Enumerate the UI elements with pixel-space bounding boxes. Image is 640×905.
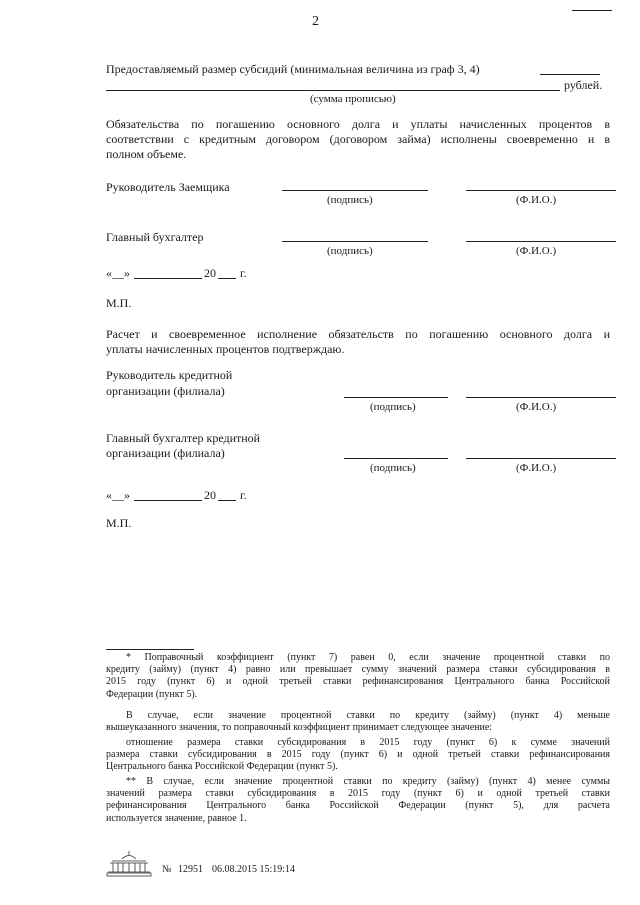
subsidy-currency: рублей. (564, 78, 603, 92)
date-open: «__» (106, 266, 130, 280)
bank-accountant-name-line (466, 458, 616, 459)
subsidy-amount-line (540, 74, 600, 75)
footnote-line: рефинансирования Центрального банка Российской Федерации (пункт 5), для расчета (106, 800, 610, 812)
header-mark (572, 10, 612, 11)
borrower-accountant-label: Главный бухгалтер (106, 230, 204, 244)
obligations-paragraph (106, 117, 610, 162)
building-emblem-icon (104, 848, 154, 878)
bank-head-signature-line (344, 397, 448, 398)
footnote-line: используется значение, равное 1. (106, 812, 247, 824)
date-suffix-2: г. (240, 488, 247, 502)
footnote-line: 2015 году (пункт 6) и одной третьей ставки рефинансирования Центрального банка Российской (106, 676, 610, 688)
obligations-line: Обязательства по погашению основного долга и уплаты начисленных процентов в (106, 117, 610, 131)
footnote-1 (106, 652, 610, 701)
footnote-4 (106, 776, 610, 825)
borrower-head-sign-caption: (подпись) (327, 194, 373, 206)
obligations-line: соответствии с кредитным договором (договором займа) исполнены своевременно и в (106, 132, 610, 146)
borrower-head-label: Руководитель Заемщика (106, 180, 230, 194)
footnote-line: В случае, если значение процентной ставки по кредиту (займу) (пункт 4) меньше (126, 710, 610, 721)
date-year-prefix: 20 (204, 266, 216, 280)
date-year-line-2 (218, 500, 236, 501)
page-number: 2 (312, 14, 319, 29)
footnote-line: размера ставки субсидирования в 2015 году (пункт 6) и одной третьей ставки рефинансирования (106, 749, 610, 761)
bank-head-label: Руководитель кредитной (106, 368, 233, 382)
footnote-line: отношение размера ставки субсидирования в 2015 году (пункт 6) к сумме значений (126, 737, 610, 748)
stamp-place: М.П. (106, 296, 132, 310)
bank-head-name-line (466, 397, 616, 398)
bank-accountant-name-caption: (Ф.И.О.) (516, 462, 557, 474)
footnote-line: ** В случае, если значение процентной ставки по кредиту (займу) (пункт 4) менее суммы (126, 776, 610, 787)
borrower-accountant-name-caption: (Ф.И.О.) (516, 245, 557, 257)
footnote-line: вышеуказанного значения, то поправочный коэффициент принимает следующее значение: (106, 722, 493, 734)
bank-accountant-sign-caption: (подпись) (370, 462, 416, 474)
stamp-place-2: М.П. (106, 516, 132, 530)
footnote-line: кредиту (займу) (пункт 4) равно или превышает сумму значений размера ставки субсидирования в (106, 664, 610, 676)
subsidy-label: Предоставляемый размер субсидий (минимальная величина из граф 3, 4) (106, 62, 480, 76)
borrower-accountant-signature-line (282, 241, 428, 242)
footnote-3 (106, 737, 610, 774)
bank-accountant-label-2: организации (филиала) (106, 446, 225, 460)
borrower-accountant-name-line (466, 241, 616, 242)
confirmation-paragraph (106, 327, 610, 357)
bank-head-sign-caption: (подпись) (370, 401, 416, 413)
confirmation-line: уплаты начисленных процентов подтверждаю. (106, 342, 345, 356)
bank-accountant-signature-line (344, 458, 448, 459)
bank-head-label-2: организации (филиала) (106, 384, 225, 398)
footnote-2 (106, 710, 610, 734)
confirmation-line: Расчет и своевременное исполнение обязательств по погашению основного долга и (106, 327, 610, 341)
footnote-line: значений размера ставки субсидирования в 2015 году (пункт 6) и одной третьей ставки (106, 788, 610, 800)
registration-number-prefix: № (162, 864, 172, 875)
bank-head-name-caption: (Ф.И.О.) (516, 401, 557, 413)
date-open-2: «__» (106, 488, 130, 502)
borrower-head-name-caption: (Ф.И.О.) (516, 194, 557, 206)
footnote-line: * Поправочный коэффициент (пункт 7) равен 0, если значение процентной ставки по (126, 652, 610, 663)
registration-datetime: 06.08.2015 15:19:14 (212, 864, 296, 875)
obligations-line: полном объеме. (106, 147, 187, 161)
bank-accountant-label: Главный бухгалтер кредитной (106, 431, 261, 445)
registration-number: 12951 (178, 864, 203, 875)
borrower-accountant-sign-caption: (подпись) (327, 245, 373, 257)
date-suffix: г. (240, 266, 247, 280)
footnote-line: Центрального банка Российской Федерации (пункт 5). (106, 761, 338, 773)
borrower-head-signature-line (282, 190, 428, 191)
footnote-separator (106, 649, 194, 650)
date-month-line-2 (134, 500, 202, 501)
date-month-line (134, 278, 202, 279)
subsidy-caption: (сумма прописью) (310, 93, 396, 105)
subsidy-words-line (106, 90, 560, 91)
footnote-line: Федерации (пункт 5). (106, 688, 198, 700)
date-year-line (218, 278, 236, 279)
borrower-head-name-line (466, 190, 616, 191)
date-year-prefix-2: 20 (204, 488, 216, 502)
